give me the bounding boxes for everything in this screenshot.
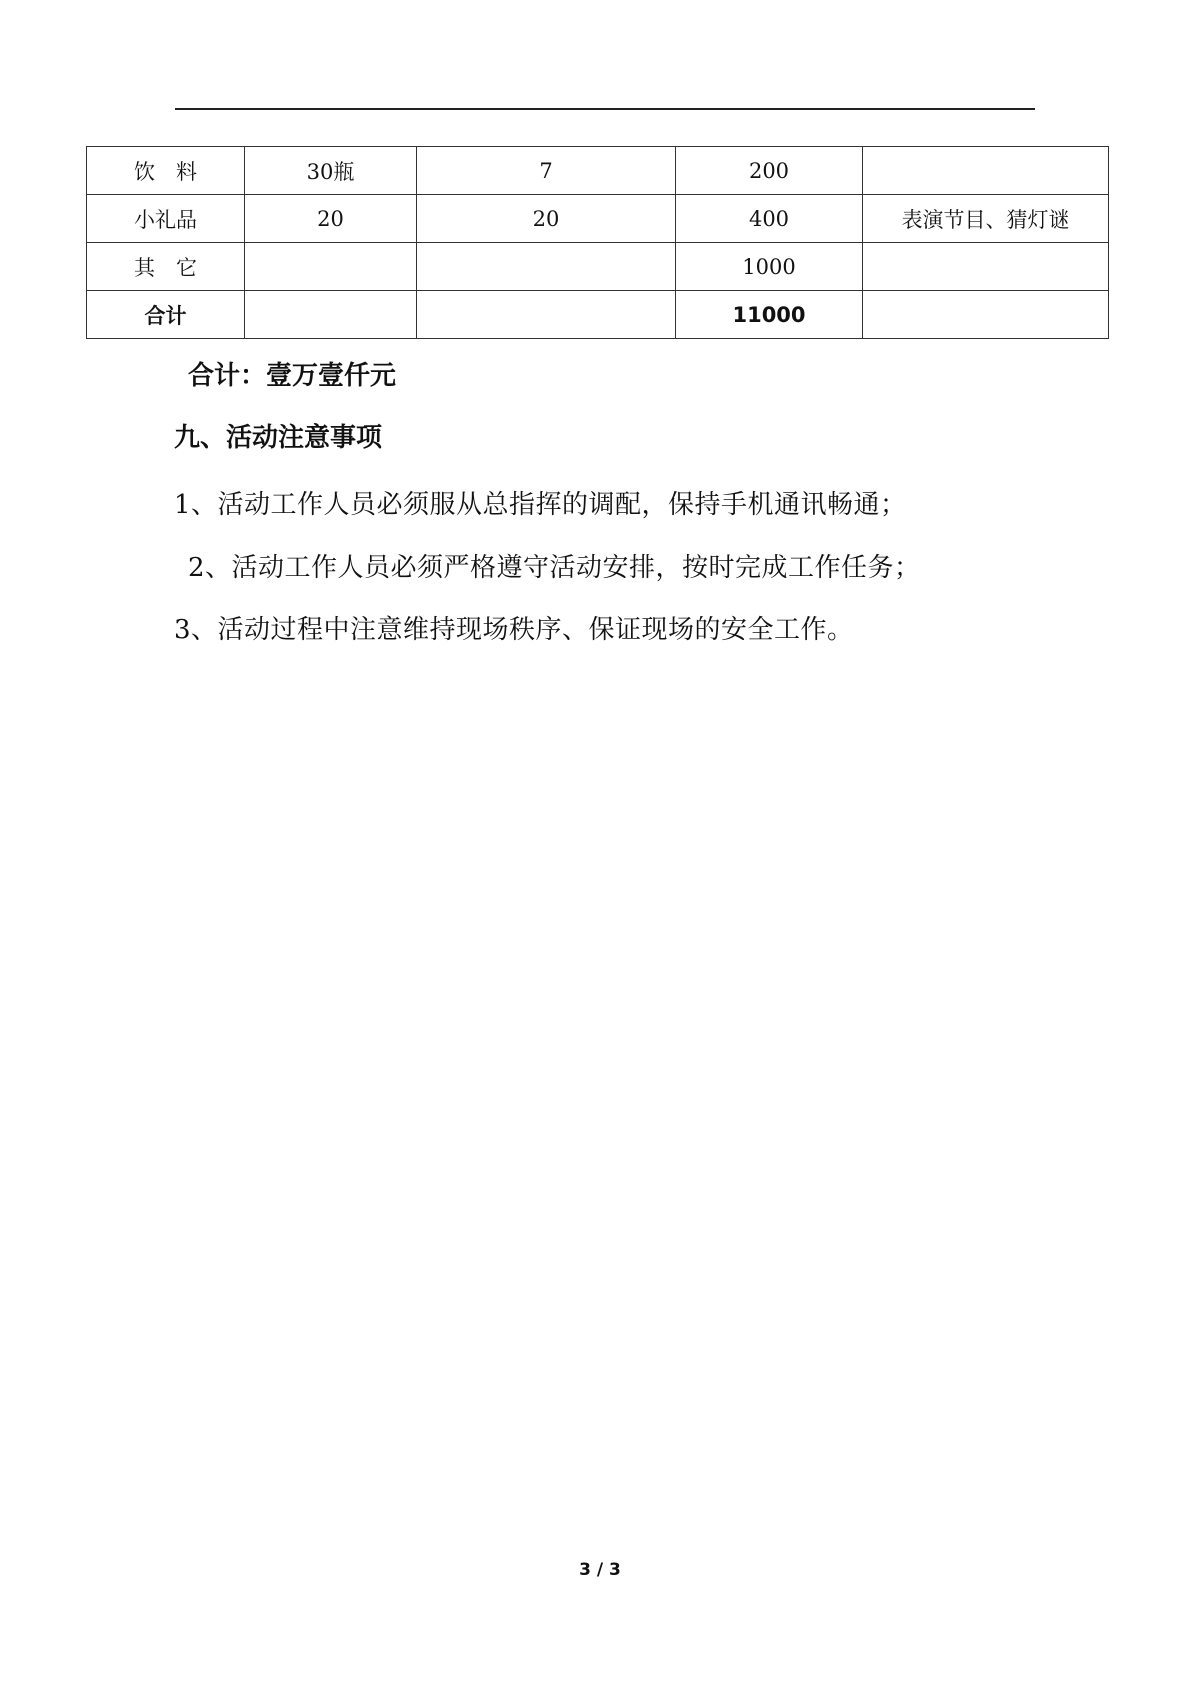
cell-note (863, 147, 1109, 195)
cell-item: 其 它 (87, 243, 245, 291)
cell-note (863, 291, 1109, 339)
note-item: 1、活动工作人员必须服从总指挥的调配，保持手机通讯畅通； (174, 490, 907, 520)
cell-note (863, 243, 1109, 291)
table-row (87, 195, 1109, 243)
cell-item: 饮 料 (87, 147, 245, 195)
cell-amount: 200 (676, 147, 863, 195)
cell-qty: 30瓶 (245, 147, 417, 195)
cell-price: 7 (417, 147, 676, 195)
cell-amount: 1000 (676, 243, 863, 291)
table-row (87, 147, 1109, 195)
cell-qty (245, 243, 417, 291)
cell-amount: 11000 (676, 291, 863, 339)
cell-price (417, 291, 676, 339)
cell-item: 小礼品 (87, 195, 245, 243)
table-row-total (87, 291, 1109, 339)
cell-item: 合计 (87, 291, 245, 339)
budget-table (86, 146, 1109, 339)
section-title: 九、活动注意事项 (174, 423, 383, 453)
header-rule (175, 108, 1035, 110)
cell-amount: 400 (676, 195, 863, 243)
note-item: 2、活动工作人员必须严格遵守活动安排，按时完成工作任务； (188, 553, 921, 583)
cell-note: 表演节目、猜灯谜 (863, 195, 1109, 243)
table-row (87, 243, 1109, 291)
page-number: 3 / 3 (579, 1560, 621, 1580)
cell-qty (245, 291, 417, 339)
note-item: 3、活动过程中注意维持现场秩序、保证现场的安全工作。 (174, 615, 854, 645)
cell-price: 20 (417, 195, 676, 243)
total-amount-text: 合计：壹万壹仟元 (188, 361, 397, 391)
cell-qty: 20 (245, 195, 417, 243)
cell-price (417, 243, 676, 291)
